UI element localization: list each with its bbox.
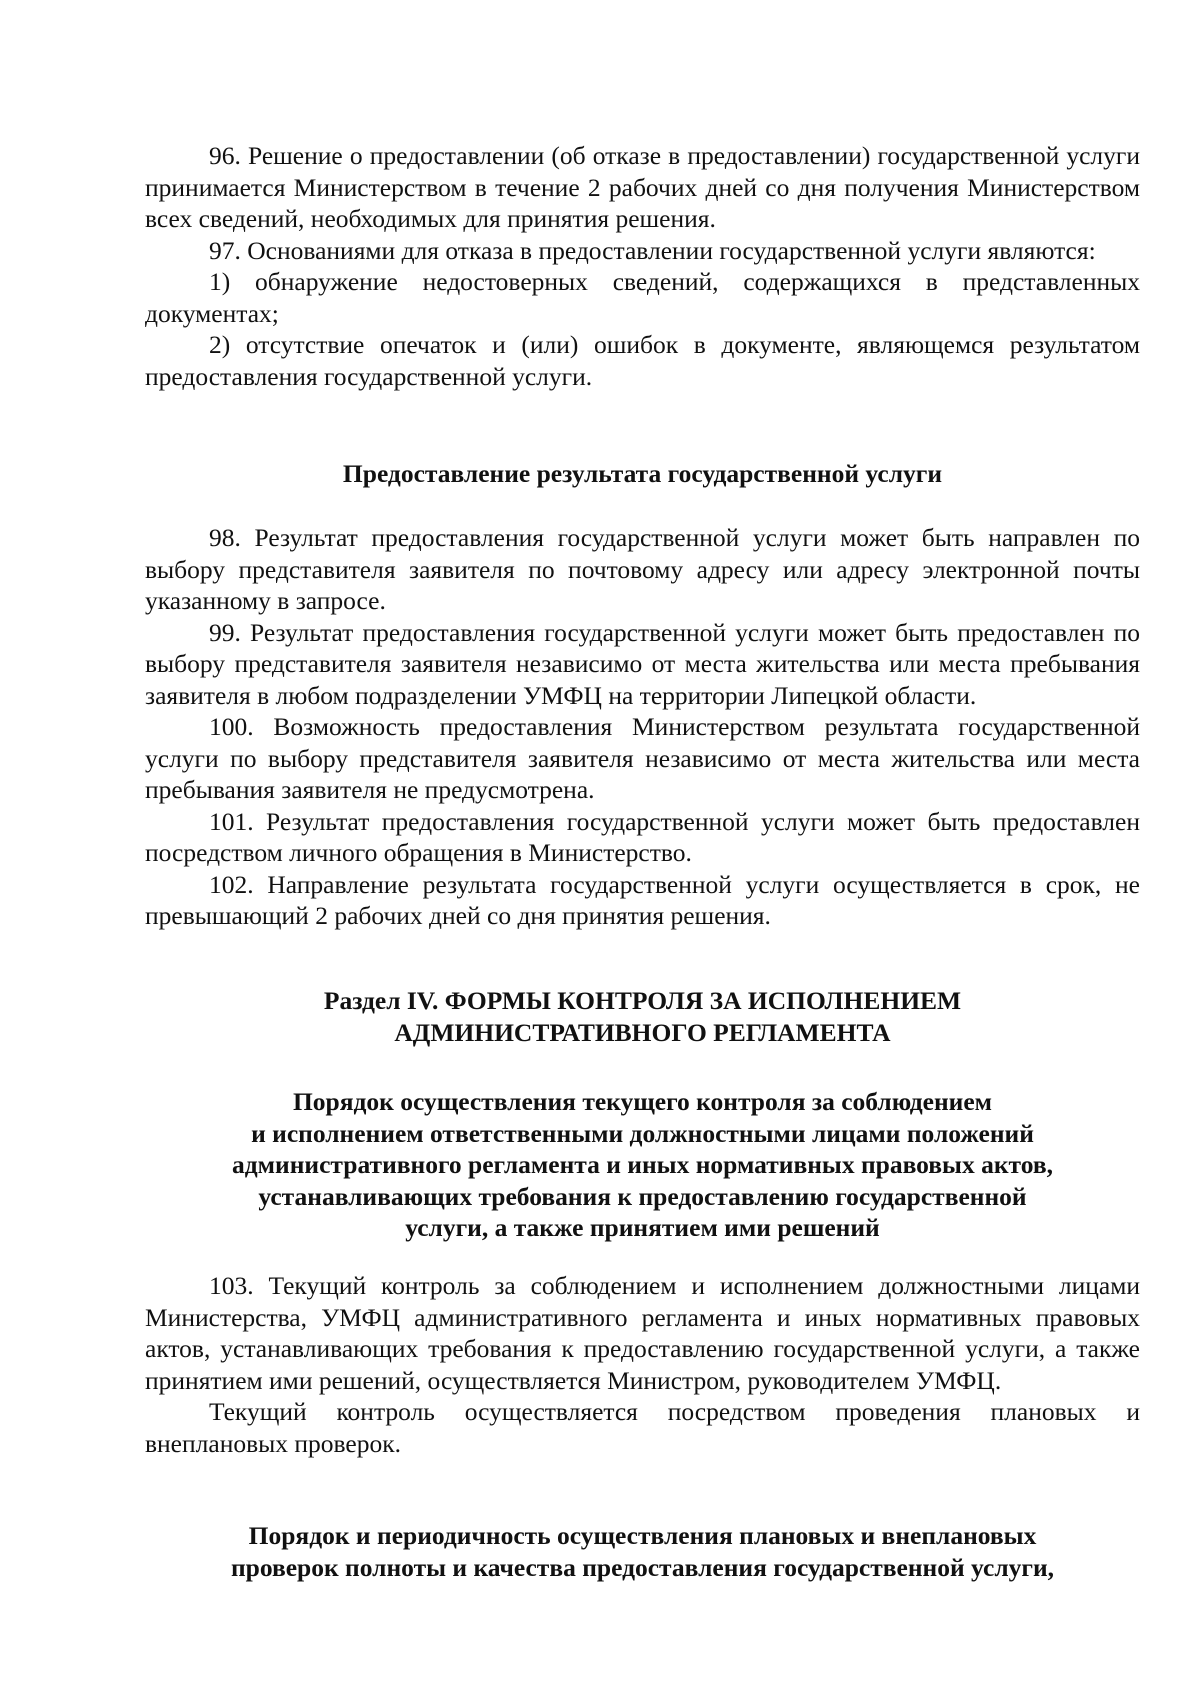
paragraph-96: 96. Решение о предоставлении (об отказе в предоставлении) государственной услуги принимается Министерством в течение 2 рабочих дней со дня получения Министерством всех сведений, необходимых для принятия решения. xyxy=(145,141,1140,233)
heading-inspections-line-1: Порядок и периодичность осуществления плановых и внеплановых xyxy=(248,1521,1037,1550)
heading-current-control-line-2: и исполнением ответственными должностными лицами положений xyxy=(251,1118,1034,1148)
paragraph-103: 103. Текущий контроль за соблюдением и исполнением должностными лицами Министерства, УМФЦ административного регламента и иных нормативных правовых актов, устанавливающих требования к предоставлению государственной услуги, а также принятием ими решений, осуществляется Министром, руководителем УМФЦ. xyxy=(145,1271,1140,1395)
paragraph-current-control: Текущий контроль осуществляется посредством проведения плановых и внеплановых проверок. xyxy=(145,1397,1140,1458)
heading-current-control-line-5: услуги, а также принятием ими решений xyxy=(405,1213,880,1242)
heading-current-control-line-1: Порядок осуществления текущего контроля за соблюдением xyxy=(292,1087,993,1116)
heading-inspections-line-2: проверок полноты и качества предоставления государственной услуги, xyxy=(230,1552,1055,1582)
paragraph-99: 99. Результат предоставления государственной услуги может быть предоставлен по выбору представителя заявителя независимо от места жительства или места пребывания заявителя в любом подразделении УМФЦ на территории Липецкой области. xyxy=(145,617,1140,710)
section-heading-line-1: Раздел IV. ФОРМЫ КОНТРОЛЯ ЗА ИСПОЛНЕНИЕМ xyxy=(323,986,962,1015)
heading-result-provision: Предоставление результата государственной услуги xyxy=(342,459,943,488)
paragraph-97-item-1: 1) обнаружение недостоверных сведений, содержащихся в представленных документах; xyxy=(145,267,1140,328)
heading-current-control xyxy=(145,1086,1140,1244)
paragraph-102: 102. Направление результата государственной услуги осуществляется в срок, не превышающий 2 рабочих дней со дня принятия решения. xyxy=(145,869,1140,930)
paragraph-101: 101. Результат предоставления государственной услуги может быть предоставлен посредством личного обращения в Министерство. xyxy=(145,806,1140,867)
paragraph-100: 100. Возможность предоставления Министерством результата государственной услуги по выбору представителя заявителя независимо от места жительства или места пребывания заявителя не предусмотрена. xyxy=(145,712,1140,804)
heading-current-control-line-3: административного регламента и иных нормативных правовых актов, xyxy=(232,1150,1053,1179)
section-heading xyxy=(145,985,1140,1048)
heading-inspections xyxy=(145,1520,1140,1583)
paragraph-group-result xyxy=(145,522,1140,932)
paragraph-group-control xyxy=(145,1270,1140,1459)
section-heading-line-2: АДМИНИСТРАТИВНОГО РЕГЛАМЕНТА xyxy=(394,1017,891,1047)
paragraph-98: 98. Результат предоставления государственной услуги может быть направлен по выбору представителя заявителя по почтовому адресу или адресу электронной почты указанному в запросе. xyxy=(145,523,1140,615)
paragraph-group-decision xyxy=(145,140,1140,392)
heading-current-control-line-4: устанавливающих требования к предоставлению государственной xyxy=(258,1181,1027,1211)
paragraph-97: 97. Основаниями для отказа в предоставлении государственной услуги являются: xyxy=(209,235,1096,265)
paragraph-97-item-2: 2) отсутствие опечаток и (или) ошибок в документе, являющемся результатом предоставления государственной услуги. xyxy=(145,330,1140,391)
